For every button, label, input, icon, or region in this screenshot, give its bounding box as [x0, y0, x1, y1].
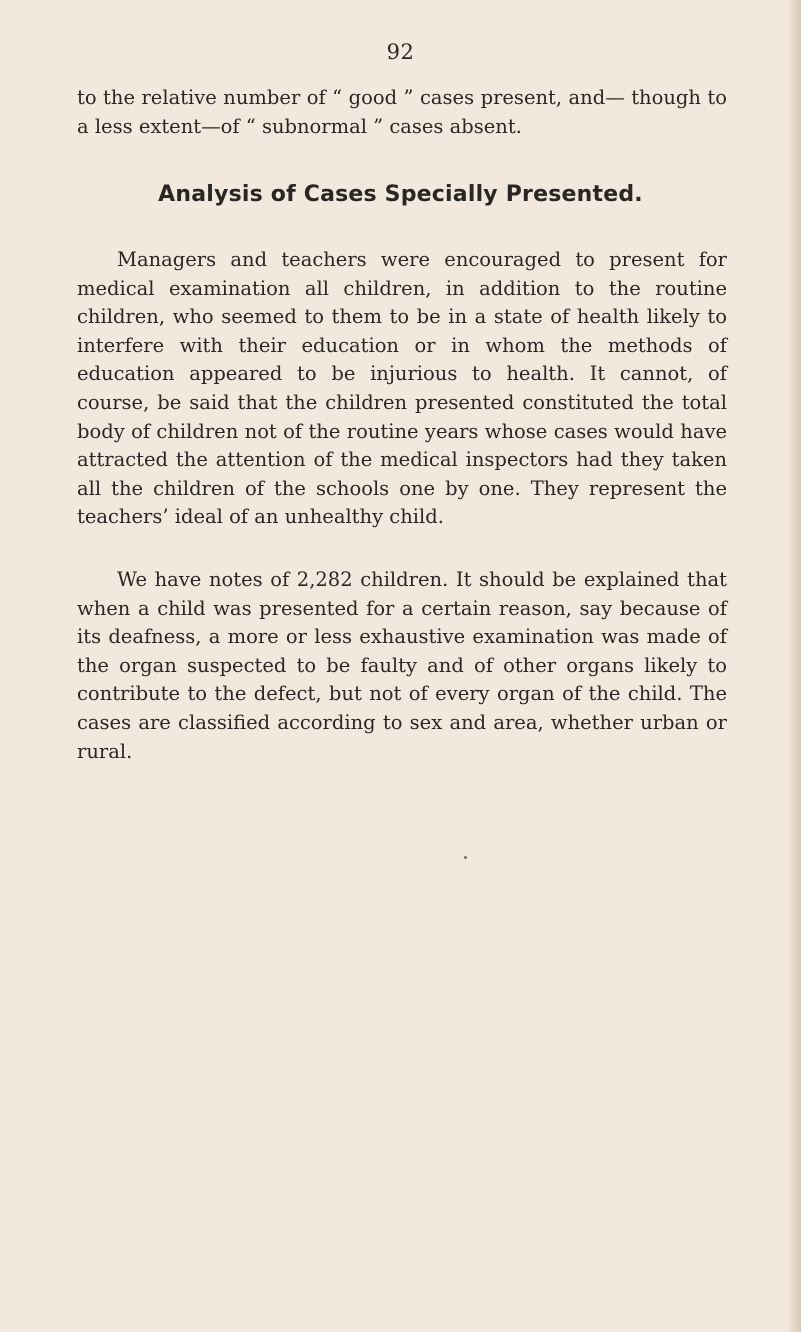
page-number: 92	[386, 40, 415, 64]
section-heading: Analysis of Cases Specially Presented.	[158, 182, 643, 207]
body-paragraph-2: We have notes of 2,282 children. It should be explained that when a child was presented for a certain reason, say because of its deafness, a more or less exhaustive examination was made of the organ suspected to be faulty and of other organs likely to contribute to the defect, but not of every organ of the child. The cases are classified according to sex and area, whether urban or rural.	[77, 568, 727, 763]
intro-paragraph: to the relative number of “ good ” cases present, and— though to a less extent—of “ subnormal ” cases absent.	[77, 86, 727, 138]
paper-speck	[464, 856, 467, 859]
body-paragraph-1: Managers and teachers were encouraged to present for medical examination all children, in addition to the routine children, who seemed to them to be in a state of health likely to interfere with their education or in whom the methods of education appeared to be injurious to health. It cannot, of course, be said that the children presented constituted the total body of children not of the routine years whose cases would have attracted the attention of the medical inspectors had they taken all the children of the schools one by one. They represent the teachers’ ideal of an unhealthy child.	[77, 248, 727, 529]
